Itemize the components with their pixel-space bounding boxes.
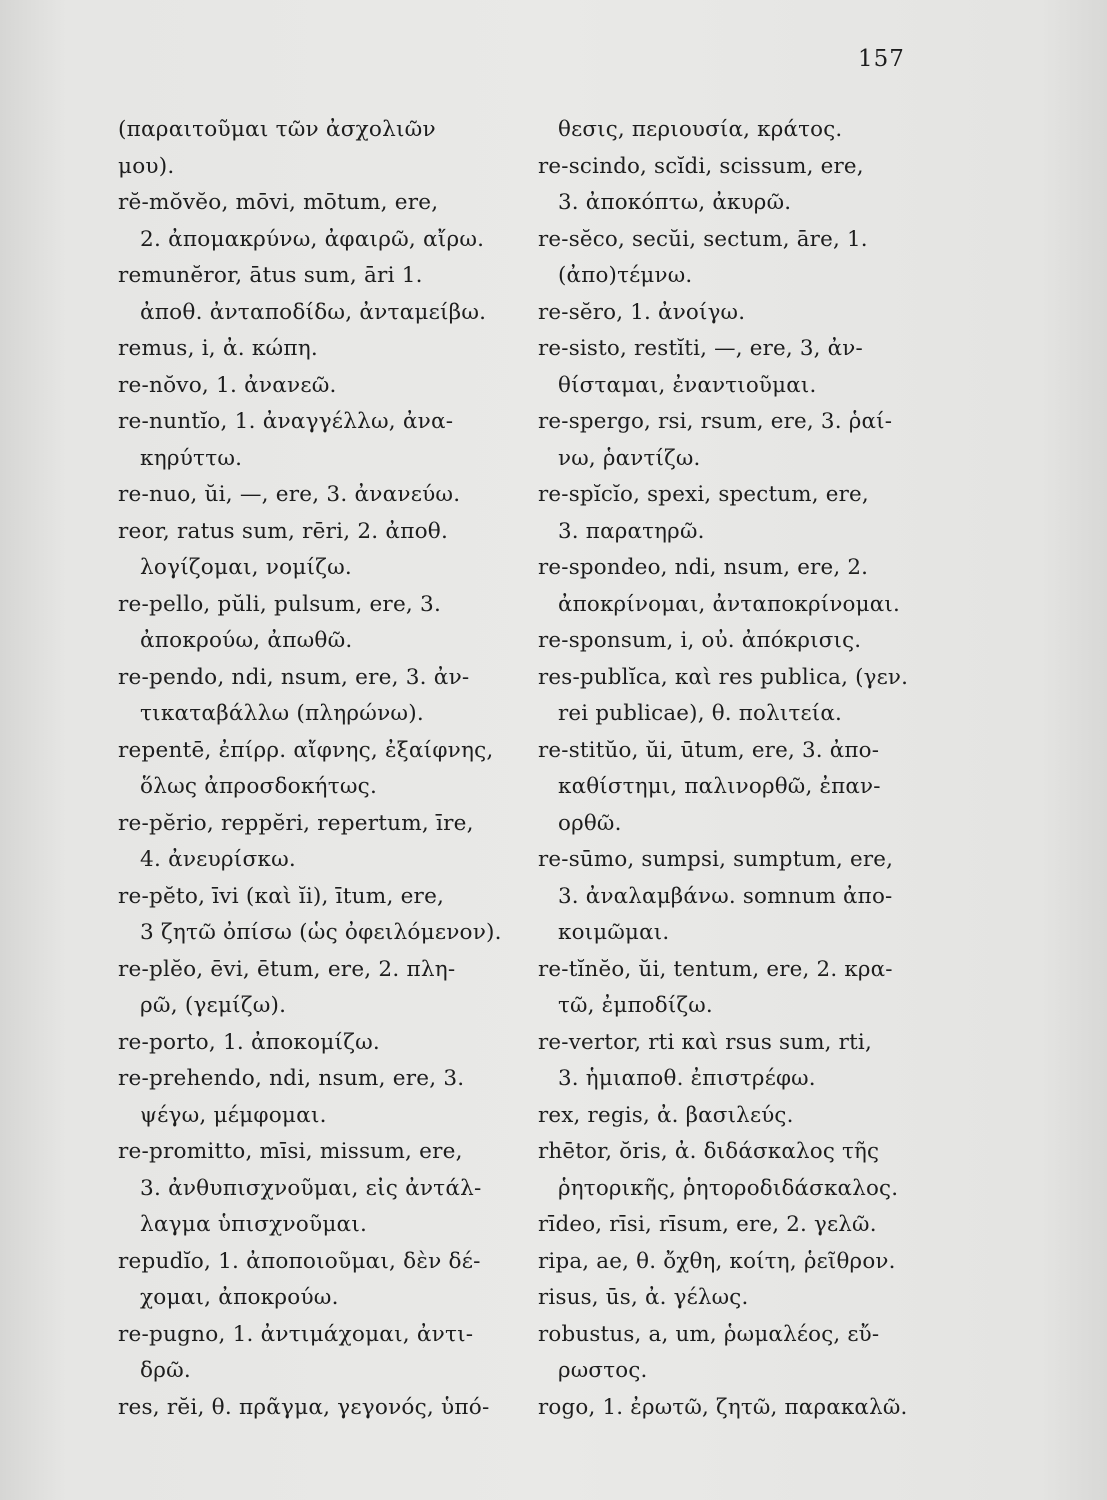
dictionary-line: rhētor, ŏris, ἀ. διδάσκαλος τῆς bbox=[538, 1139, 880, 1164]
dictionary-line: re-pĕto, īvi (καὶ ĭi), ītum, ere, bbox=[118, 883, 445, 909]
dictionary-line: μου). bbox=[118, 153, 175, 179]
dictionary-line: re-vertor, rti καὶ rsus sum, rti, bbox=[538, 1029, 872, 1055]
dictionary-line: ἀποκρίνομαι, ἀνταποκρίνομαι. bbox=[558, 591, 900, 617]
dictionary-line: re-nuo, ŭi, —, ere, 3. ἀνανεύω. bbox=[118, 482, 461, 507]
dictionary-line: re-scindo, scĭdi, scissum, ere, bbox=[538, 153, 864, 179]
left-column bbox=[118, 112, 502, 1426]
dictionary-line: reor, ratus sum, rēri, 2. ἀποθ. bbox=[118, 518, 449, 544]
dictionary-line: κοιμῶμαι. bbox=[558, 920, 670, 945]
dictionary-line: λογίζομαι, νομίζω. bbox=[140, 555, 352, 580]
dictionary-line: χομαι, ἀποκρούω. bbox=[140, 1285, 339, 1310]
dictionary-line: ρῶ, (γεμίζω). bbox=[140, 993, 287, 1018]
dictionary-line: res-publĭca, καὶ res publica, (γεν. bbox=[538, 664, 909, 690]
dictionary-line: rei publicae), θ. πολιτεία. bbox=[558, 701, 843, 726]
dictionary-line: re-pendo, ndi, nsum, ere, 3. ἀν- bbox=[118, 664, 470, 690]
dictionary-line: re-pello, pŭli, pulsum, ere, 3. bbox=[118, 591, 442, 617]
dictionary-line: re-tĭnĕo, ŭi, tentum, ere, 2. κρα- bbox=[538, 956, 893, 982]
dictionary-line: 3. ἡμιαποθ. ἐπιστρέφω. bbox=[558, 1066, 816, 1091]
dictionary-line: re-sisto, restĭti, —, ere, 3, ἀν- bbox=[538, 336, 863, 361]
dictionary-line: 4. ἀνευρίσκω. bbox=[140, 847, 296, 872]
dictionary-line: ρωστος. bbox=[558, 1358, 648, 1383]
dictionary-line: re-prehendo, ndi, nsum, ere, 3. bbox=[118, 1066, 465, 1091]
dictionary-line: 3. ἀνθυπισχνοῦμαι, εἰς ἀντάλ- bbox=[140, 1175, 482, 1201]
dictionary-line: re-sĕco, secŭi, sectum, āre, 1. bbox=[538, 226, 868, 252]
dictionary-line: rĕ-mŏvĕo, mōvi, mōtum, ere, bbox=[118, 190, 439, 215]
dictionary-line: re-pĕrio, reppĕri, repertum, īre, bbox=[118, 810, 474, 836]
dictionary-line: rex, regis, ἀ. βασιλεύς. bbox=[538, 1102, 794, 1128]
dictionary-line: rogo, 1. ἐρωτῶ, ζητῶ, παρακαλῶ. bbox=[538, 1394, 908, 1420]
dictionary-line: θεσις, περιουσία, κράτος. bbox=[558, 117, 843, 142]
dictionary-line: ορθῶ. bbox=[558, 810, 622, 836]
dictionary-line: remunĕror, ātus sum, āri 1. bbox=[118, 263, 423, 288]
dictionary-line: θίσταμαι, ἐναντιοῦμαι. bbox=[558, 372, 817, 398]
dictionary-line: re-pugno, 1. ἀντιμάχομαι, ἀντι- bbox=[118, 1321, 474, 1347]
right-column bbox=[538, 112, 926, 1426]
dictionary-line: (ἀπο)τέμνω. bbox=[558, 263, 693, 288]
dictionary-line: re-spergo, rsi, rsum, ere, 3. ῥαί- bbox=[538, 409, 893, 434]
dictionary-line: ἀποκρούω, ἀπωθῶ. bbox=[140, 628, 353, 653]
dictionary-line: ἀποθ. ἀνταποδίδω, ἀνταμείβω. bbox=[140, 299, 487, 325]
dictionary-line: λαγμα ὑπισχνοῦμαι. bbox=[140, 1212, 368, 1237]
dictionary-line: ῥητορικῆς, ῥητοροδιδάσκαλος. bbox=[558, 1175, 899, 1201]
dictionary-line: 2. ἀπομακρύνω, ἀφαιρῶ, αἴρω. bbox=[140, 226, 485, 252]
dictionary-line: κηρύττω. bbox=[140, 445, 243, 471]
dictionary-line: re-sūmo, sumpsi, sumptum, ere, bbox=[538, 847, 894, 872]
dictionary-line: ὅλως ἀπροσδοκήτως. bbox=[140, 774, 378, 799]
dictionary-line: re-porto, 1. ἀποκομίζω. bbox=[118, 1029, 380, 1055]
dictionary-line: 3. ἀναλαμβάνω. somnum ἀπο- bbox=[558, 883, 893, 909]
dictionary-line: 3 ζητῶ ὀπίσω (ὡς ὀφειλόμενον). bbox=[140, 920, 502, 945]
dictionary-line: robustus, a, um, ῥωμαλέος, εὔ- bbox=[538, 1321, 880, 1347]
dictionary-line: re-nuntĭo, 1. ἀναγγέλλω, ἀνα- bbox=[118, 409, 454, 434]
dictionary-line: νω, ῥαντίζω. bbox=[558, 445, 701, 471]
dictionary-line: ripa, ae, θ. ὄχθη, κοίτη, ῥεῖθρον. bbox=[538, 1248, 896, 1274]
dictionary-line: 3. παρατηρῶ. bbox=[558, 518, 705, 544]
dictionary-line: repentē, ἐπίρρ. αἴφνης, ἐξαίφνης, bbox=[118, 737, 494, 763]
dictionary-line: risus, ūs, ἀ. γέλως. bbox=[538, 1285, 749, 1310]
dictionary-line: res, rĕi, θ. πρᾶγμα, γεγονός, ὑπό- bbox=[118, 1394, 490, 1420]
dictionary-line: ψέγω, μέμφομαι. bbox=[140, 1102, 327, 1128]
dictionary-line: re-spondeo, ndi, nsum, ere, 2. bbox=[538, 555, 869, 580]
dictionary-line: (παραιτοῦμαι τῶν ἀσχολιῶν bbox=[118, 117, 436, 142]
page-number: 157 bbox=[858, 46, 905, 72]
dictionary-line: re-spĭcĭo, spexi, spectum, ere, bbox=[538, 482, 869, 507]
dictionary-line: re-promitto, mīsi, missum, ere, bbox=[118, 1139, 463, 1164]
dictionary-line: καθίστημι, παλινορθῶ, ἐπαν- bbox=[558, 774, 881, 799]
dictionary-line: repudĭo, 1. ἀποποιοῦμαι, δὲν δέ- bbox=[118, 1248, 481, 1274]
dictionary-line: re-stitŭo, ŭi, ūtum, ere, 3. ἀπο- bbox=[538, 737, 880, 763]
dictionary-line: re-plĕo, ēvi, ētum, ere, 2. πλη- bbox=[118, 956, 456, 982]
dictionary-line: rīdeo, rīsi, rīsum, ere, 2. γελῶ. bbox=[538, 1212, 877, 1237]
dictionary-line: δρῶ. bbox=[140, 1358, 191, 1383]
dictionary-line: re-sĕro, 1. ἀνοίγω. bbox=[538, 299, 746, 325]
dictionary-line: τικαταβάλλω (πληρώνω). bbox=[140, 701, 424, 726]
dictionary-line: re-nŏvo, 1. ἀνανεῶ. bbox=[118, 372, 337, 398]
dictionary-line: re-sponsum, i, οὐ. ἀπόκρισις. bbox=[538, 628, 862, 653]
dictionary-line: τῶ, ἐμποδίζω. bbox=[558, 993, 713, 1018]
dictionary-line: 3. ἀποκόπτω, ἀκυρῶ. bbox=[558, 190, 792, 215]
dictionary-line: remus, i, ἀ. κώπη. bbox=[118, 336, 318, 361]
